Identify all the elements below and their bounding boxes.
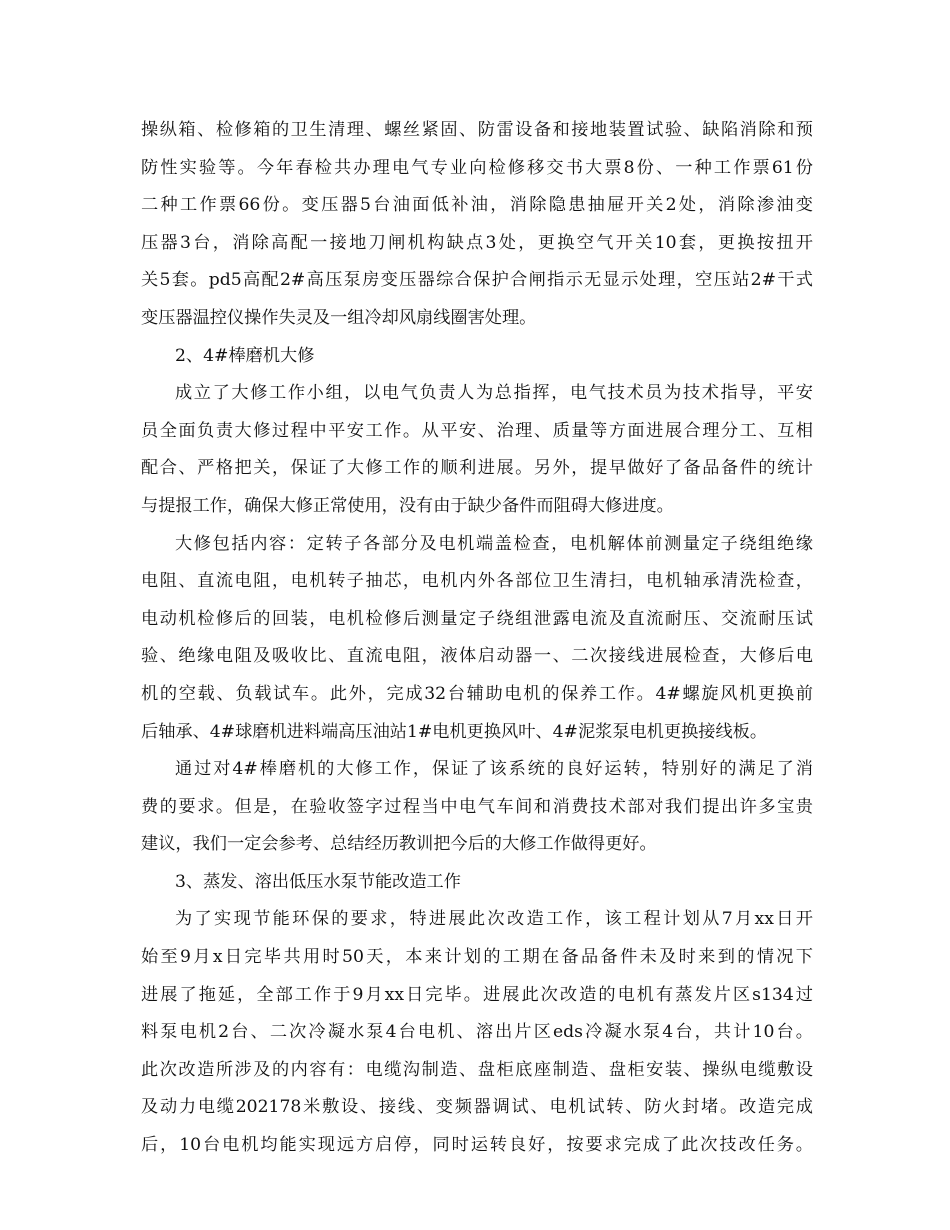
section-heading: 2、4#棒磨机大修 xyxy=(175,345,315,366)
text-line: 变压器温控仪操作失灵及一组冷却风扇线圈害处理。 xyxy=(141,307,537,328)
text-line: 机的空载、负载试车。此外，完成32台辅助电机的保养工作。4#螺旋风机更换前 xyxy=(141,683,813,704)
text-line: 大修包括内容：定转子各部分及电机端盖检查，电机解体前测量定子绕组绝缘 xyxy=(175,533,813,554)
text-line: 进展了拖延，全部工作于9月xx日完毕。进展此次改造的电机有蒸发片区s134过 xyxy=(141,984,813,1005)
text-line: 与提报工作，确保大修正常使用，没有由于缺少备件而阻碍大修进度。 xyxy=(141,495,674,516)
text-line: 压器3台，消除高配一接地刀闸机构缺点3处，更换空气开关10套，更换按扭开 xyxy=(141,232,813,253)
section-heading: 3、蒸发、溶出低压水泵节能改造工作 xyxy=(175,871,461,892)
text-line: 电动机检修后的回装，电机检修后测量定子绕组泄露电流及直流耐压、交流耐压试 xyxy=(141,608,813,629)
text-line: 费的要求。但是，在验收签字过程当中电气车间和消费技术部对我们提出许多宝贵 xyxy=(141,796,813,817)
text-line: 关5套。pd5高配2#高压泵房变压器综合保护合闸指示无显示处理，空压站2#干式 xyxy=(141,270,813,291)
text-line: 后，10台电机均能实现远方启停，同时运转良好，按要求完成了此次技改任务。 xyxy=(141,1135,813,1156)
text-line: 后轴承、4#球磨机进料端高压油站1#电机更换风叶、4#泥浆泵电机更换接线板。 xyxy=(141,721,768,742)
text-line: 始至9月x日完毕共用时50天，本来计划的工期在备品备件未及时来到的情况下 xyxy=(141,947,813,968)
text-line: 操纵箱、检修箱的卫生清理、螺丝紧固、防雷设备和接地装置试验、缺陷消除和预 xyxy=(141,120,813,140)
text-line: 通过对4#棒磨机的大修工作，保证了该系统的良好运转，特别好的满足了消 xyxy=(175,759,813,780)
text-line: 为了实现节能环保的要求，特进展此次改造工作，该工程计划从7月xx日开 xyxy=(175,909,813,930)
text-line: 及动力电缆202178米敷设、接线、变频器调试、电机试转、防火封堵。改造完成 xyxy=(141,1097,813,1118)
text-line: 此次改造所涉及的内容有：电缆沟制造、盘柜底座制造、盘柜安装、操纵电缆敷设 xyxy=(141,1059,813,1080)
text-line: 建议，我们一定会参考、总结经历教训把今后的大修工作做得更好。 xyxy=(141,834,657,855)
text-line: 电阻、直流电阻，电机转子抽芯，电机内外各部位卫生清扫，电机轴承清洗检查， xyxy=(141,571,813,592)
text-line: 配合、严格把关，保证了大修工作的顺利进展。另外，提早做好了备品备件的统计 xyxy=(141,458,813,479)
text-line: 验、绝缘电阻及吸收比、直流电阻，液体启动器一、二次接线进展检查，大修后电 xyxy=(141,646,813,667)
text-line: 防性实验等。今年春检共办理电气专业向检修移交书大票8份、一种工作票61份 xyxy=(141,157,813,178)
text-line: 成立了大修工作小组，以电气负责人为总指挥，电气技术员为技术指导，平安 xyxy=(175,383,813,404)
text-line: 二种工作票66份。变压器5台油面低补油，消除隐患抽屉开关2处，消除渗油变 xyxy=(141,195,813,216)
text-line: 员全面负责大修过程中平安工作。从平安、治理、质量等方面进展合理分工、互相 xyxy=(141,420,813,441)
text-line: 料泵电机2台、二次冷凝水泵4台电机、溶出片区eds冷凝水泵4台，共计10台。 xyxy=(141,1022,813,1043)
document-body xyxy=(141,112,813,1165)
